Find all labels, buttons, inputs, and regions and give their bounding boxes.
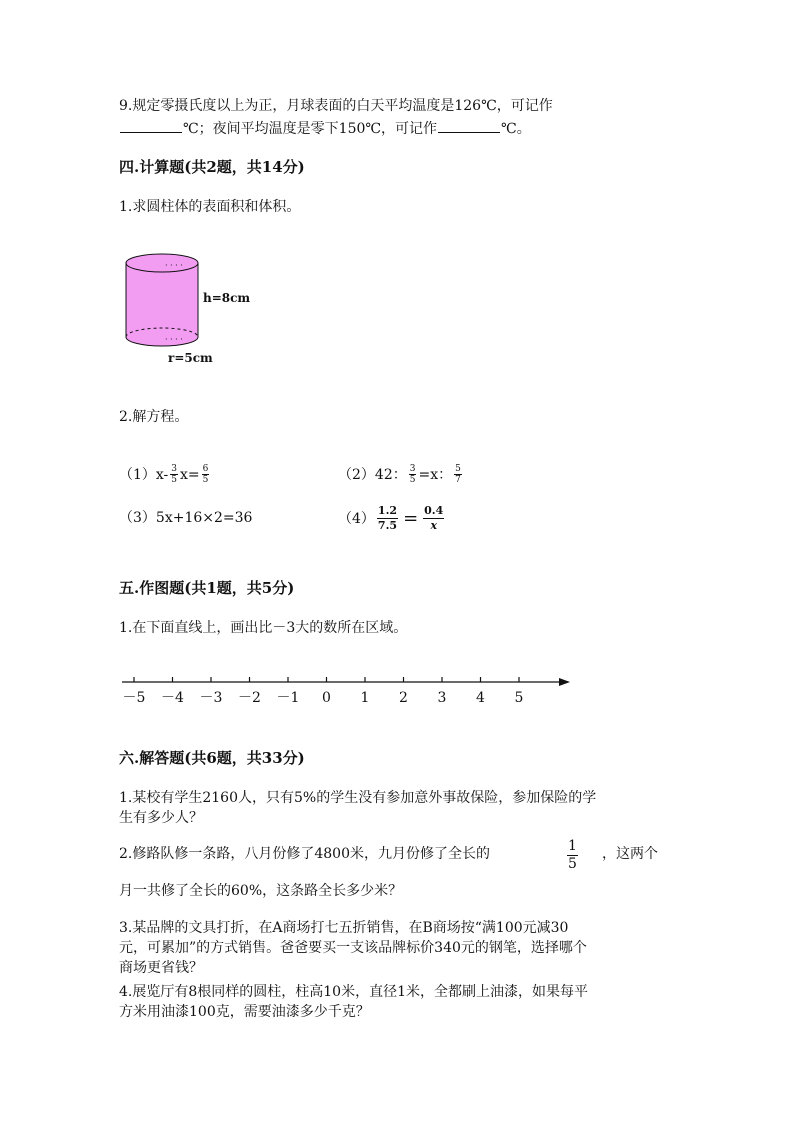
number-line-label: －4 <box>161 690 184 706</box>
eq4-mid: = <box>403 507 419 529</box>
eq1-fraction-a: $\frac{3}{5}$ <box>171 464 178 485</box>
section6-q2-line2: 月一共修了全长的60%，这条路全长多少米？ <box>119 883 403 899</box>
answer-blank[interactable] <box>120 118 182 133</box>
cylinder-radius-label: r=5cm <box>168 351 213 365</box>
cylinder-bottom-dots: · · · · <box>165 335 183 344</box>
section5-q1: 1.在下面直线上，画出比－3大的数所在区域。 <box>119 620 408 636</box>
number-line-label: 5 <box>514 690 524 706</box>
eq3-text: （3）5x+16×2=36 <box>119 510 253 526</box>
number-line-label: 2 <box>399 690 408 706</box>
number-line-label: 4 <box>476 690 485 706</box>
equation-3 <box>119 508 252 528</box>
number-line-label: －2 <box>238 690 261 706</box>
section4-title: 四.计算题(共2题，共14分) <box>119 158 305 176</box>
number-line-arrow-icon <box>559 678 570 686</box>
q2-fraction: $\frac{1}{5}$ <box>568 838 577 872</box>
equation-4 <box>338 504 446 533</box>
equation-2 <box>338 464 464 485</box>
equation-1 <box>119 464 211 485</box>
number-line-label: 0 <box>322 690 331 706</box>
eq2-fraction-b: $\frac{5}{7}$ <box>455 464 461 485</box>
cylinder-height-label: h=8cm <box>203 291 251 305</box>
section6-q4-line2: 方米用油漆100克，需要油漆多少千克？ <box>119 1004 370 1020</box>
number-line-label: －1 <box>276 690 300 706</box>
q9-line2-text-b: ℃。 <box>501 121 531 137</box>
q9-line2 <box>119 118 531 139</box>
number-line-label: 3 <box>437 690 447 706</box>
section6-q3-line2: 元，可累加”的方式销售。爸爸要买一支该品牌标价340元的钢笔，选择哪个 <box>119 940 587 956</box>
section6-q3-line1: 3.某品牌的文具打折，在A商场打七五折销售，在B商场按“满100元减30 <box>119 920 569 936</box>
eq1-prefix: （1）x- <box>119 466 169 483</box>
q9-line1: 9.规定零摄氏度以上为正，月球表面的白天平均温度是126℃，可记作 <box>119 98 553 114</box>
q2-text-a: 2.修路队修一条路，八月份修了4800米，九月份修了全长的 <box>119 846 490 862</box>
eq4-fraction-a: $\frac{1.2}{7.5}$ <box>377 504 398 532</box>
q9-line2-text-a: ℃；夜间平均温度是零下150℃，可记作 <box>183 121 438 137</box>
section6-q1-line2: 生有多少人？ <box>119 810 203 826</box>
number-line[interactable] <box>118 668 578 714</box>
number-line-label: －3 <box>199 690 223 706</box>
section6-title: 六.解答题(共6题，共33分) <box>119 749 305 767</box>
eq2-prefix: （2）42： <box>338 466 407 483</box>
section6-q4-line1: 4.展览厅有8根同样的圆柱，柱高10米，直径1米，全都刷上油漆，如果每平 <box>119 984 588 1000</box>
answer-blank[interactable] <box>438 118 500 133</box>
section6-q3-line3: 商场更省钱？ <box>119 960 203 976</box>
eq1-fraction-b: $\frac{6}{5}$ <box>202 464 209 485</box>
section5-title: 五.作图题(共1题，共5分) <box>119 579 295 597</box>
eq2-fraction-a: $\frac{3}{5}$ <box>409 464 416 485</box>
section4-q1: 1.求圆柱体的表面积和体积。 <box>119 199 301 215</box>
eq4-prefix: （4） <box>338 510 375 527</box>
eq2-mid: =x： <box>418 466 453 483</box>
section4-q2: 2.解方程。 <box>119 409 189 425</box>
section6-q2-line1 <box>119 844 490 864</box>
eq4-fraction-b: $\frac{0.4}{x}$ <box>424 504 444 532</box>
number-line-label: －5 <box>122 690 146 706</box>
cylinder-figure <box>120 250 255 370</box>
number-line-label: 1 <box>360 690 370 706</box>
eq1-mid: x= <box>180 466 200 483</box>
cylinder-top-dots: · · · · <box>165 261 183 270</box>
section6-q1-line1: 1.某校有学生2160人，只有5%的学生没有参加意外事故保险，参加保险的学 <box>119 790 597 806</box>
q2-text-b: ，这两个 <box>602 846 658 862</box>
